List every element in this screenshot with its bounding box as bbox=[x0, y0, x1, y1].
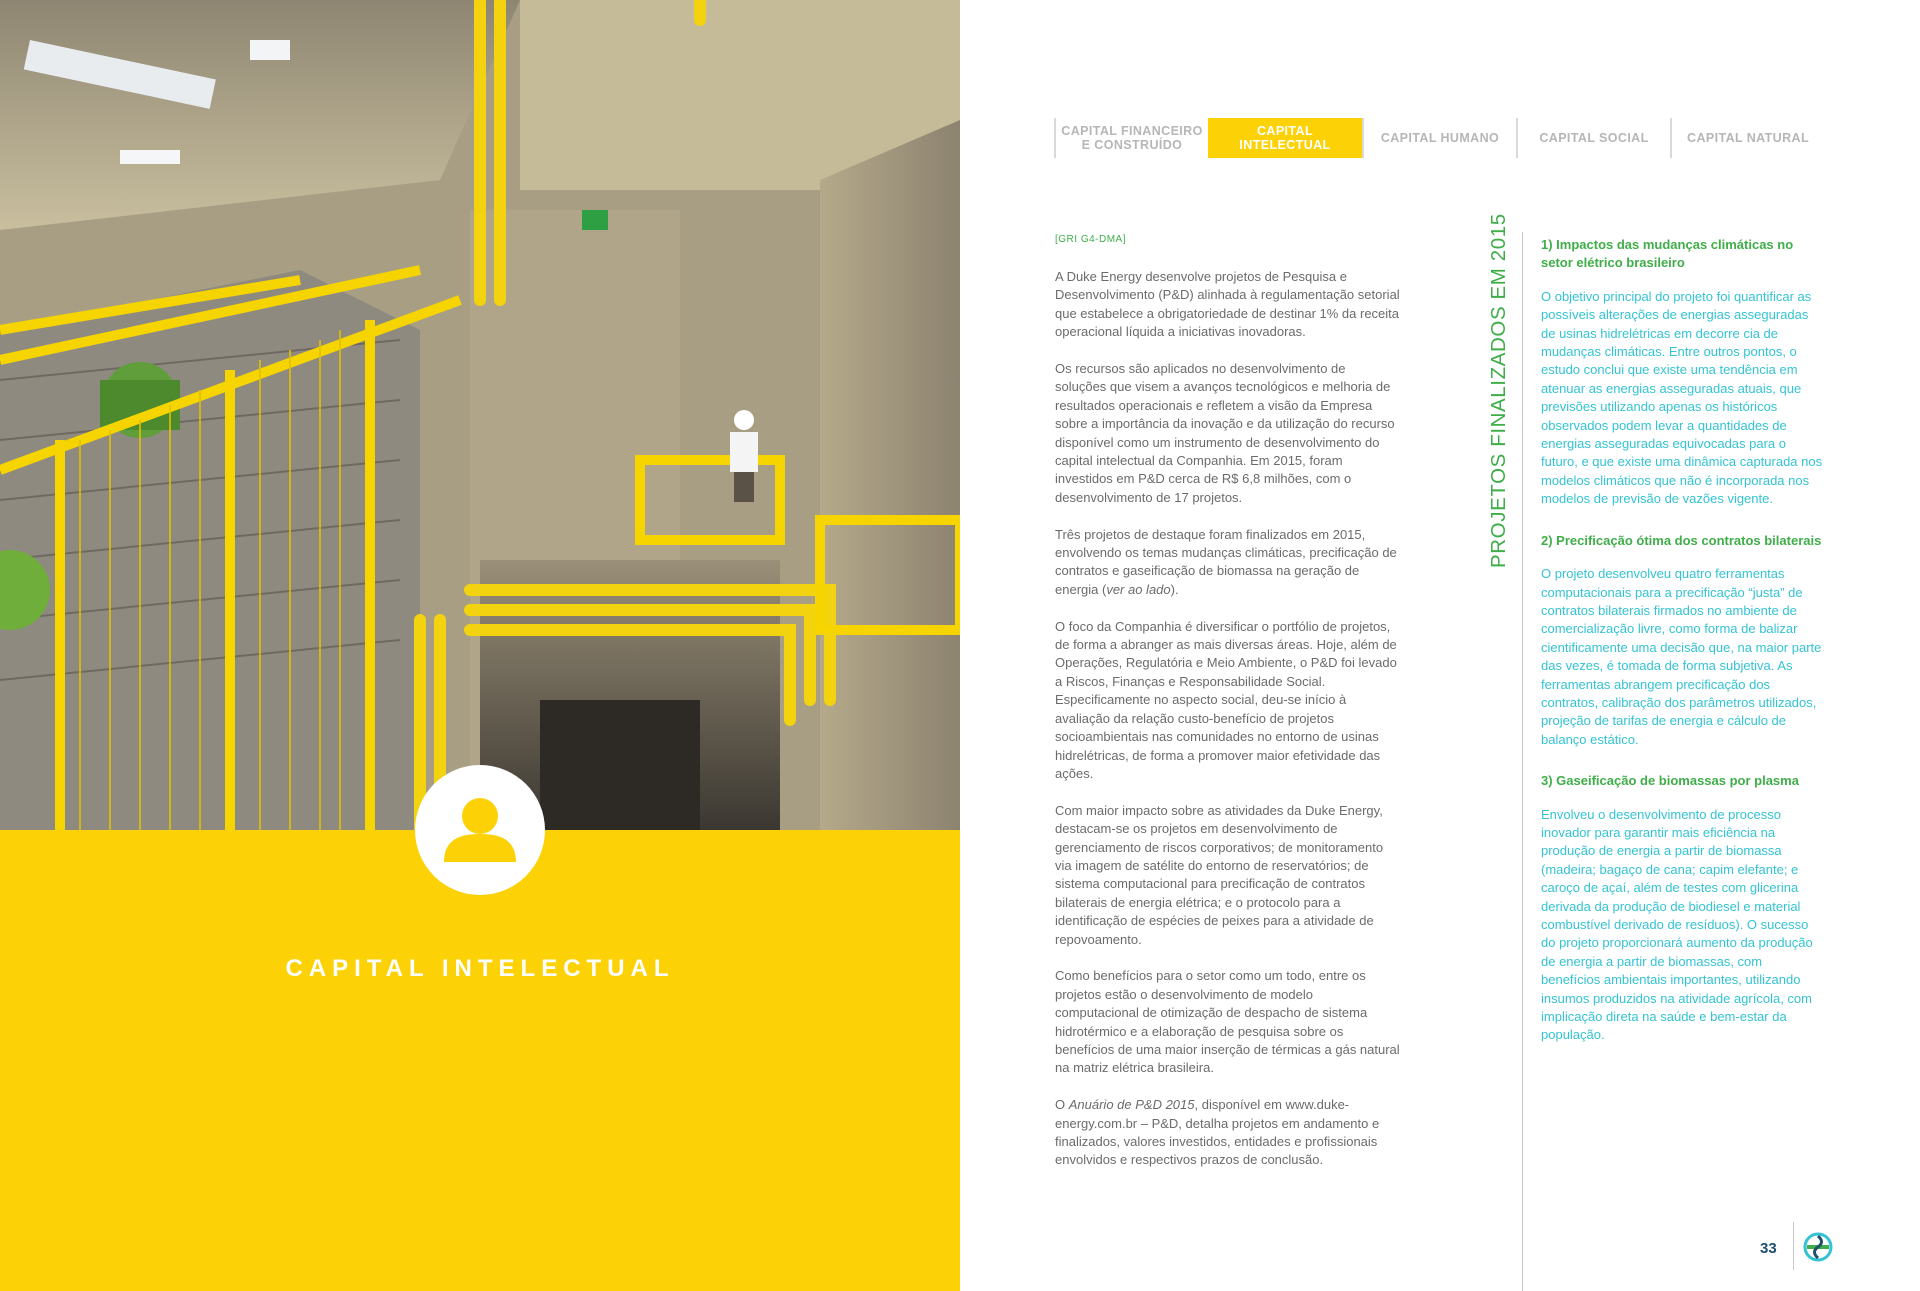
paragraph bbox=[1055, 1096, 1400, 1170]
user-icon bbox=[442, 792, 518, 868]
projects-column bbox=[1541, 236, 1823, 1068]
tab-label-line1: CAPITAL bbox=[1256, 124, 1314, 138]
tab-capital-financeiro[interactable] bbox=[1054, 118, 1208, 158]
chapter-icon-circle bbox=[415, 765, 545, 895]
paragraph: O foco da Companhia é diversificar o portfólio de projetos, de forma a abranger as mais diversas áreas. Hoje, além de Operações, Regulatória e Meio Ambiente, o P&D foi levado a Riscos, Finanças e Responsabilidade Social. Especificamente no aspecto social, deu-se início à avaliação da relação custo-benefício de projetos socioambientais nas comunidades no entorno de usinas hidrelétricas, de forma a promover maior efetividade das ações. bbox=[1055, 618, 1397, 781]
project-description: O projeto desenvolveu quatro ferramentas computacionais para a precificação “justa” de contratos bilaterais firmados no ambiente de comercialização livre, como forma de balizar cientificamente uma decisão que, na maior parte das vezes, é tomada de forma subjetiva. As ferramentas abrangem precificação dos contratos, calibração dos parâmetros utilizados, projeção de tarifas de energia e cálculo de balanço estático. bbox=[1541, 566, 1822, 747]
project-description: Envolveu o desenvolvimento de processo inovador para garantir mais eficiência na produção de energia a partir de biomassa (madeira; bagaço de cana; capim elefante; e caroço de açaí, além de testes com glicerina derivada da produção de biodiesel e material combustível derivado de resíduos). O sucesso do projeto proporcionará aumento da produção de energia a partir de biomassas, com benefícios ambientais importantes, utilizando insumos produzidos na atividade agrícola, com implicação direta na saúde e bem-estar da população. bbox=[1541, 806, 1813, 1043]
paragraph: Com maior impacto sobre as atividades da Duke Energy, destacam-se os projetos em desenvolvimento de gerenciamento de riscos corporativos; de monitoramento via imagem de satélite do entorno de reservatórios; de sistema computacional para precificação de contratos bilaterais de energia elétrica; e o protocolo para a identificação de espécies de peixes para a atividade de repovoamento. bbox=[1055, 802, 1384, 947]
footer-divider bbox=[1793, 1222, 1794, 1270]
industrial-photo bbox=[0, 0, 960, 830]
tab-label: CAPITAL NATURAL bbox=[1687, 131, 1809, 145]
vertical-title-text: PROJETOS FINALIZADOS EM 2015 bbox=[1487, 213, 1510, 568]
main-text-column bbox=[1055, 268, 1400, 1188]
project-title: 1) Impactos das mudanças climáticas no setor elétrico brasileiro bbox=[1541, 237, 1794, 271]
photo-illustration bbox=[0, 0, 960, 830]
tab-label-line1: CAPITAL FINANCEIRO bbox=[1061, 124, 1203, 138]
paragraph-emphasis: Anuário de P&D 2015 bbox=[1068, 1097, 1195, 1113]
paragraph bbox=[1055, 526, 1400, 600]
project-title: 2) Precificação ótima dos contratos bilaterais bbox=[1541, 532, 1822, 548]
tab-capital-natural[interactable] bbox=[1670, 118, 1824, 158]
paragraph-text: , disponível em www.duke-energy.com.br – P&D, detalha projetos em andamento e finalizados, valores investidos, entidades e profissionais envolvidos e respectivos prazos de conclusão. bbox=[1055, 1097, 1380, 1168]
column-divider bbox=[1522, 232, 1523, 1291]
gri-tag: [GRI G4-DMA] bbox=[1055, 234, 1127, 245]
project-title: 3) Gaseificação de biomassas por plasma bbox=[1541, 773, 1799, 789]
tab-label: CAPITAL SOCIAL bbox=[1539, 131, 1649, 145]
paragraph-text: O bbox=[1055, 1097, 1069, 1113]
tab-label-line2: E CONSTRUÍDO bbox=[1081, 138, 1183, 152]
tab-capital-humano[interactable] bbox=[1362, 118, 1516, 158]
chapter-panel bbox=[0, 830, 960, 1291]
paragraph: Os recursos são aplicados no desenvolvimento de soluções que visem a avanços tecnológicos e melhoria de resultados operacionais e refletem a visão da Empresa sobre a importância da inovação e da utilização do recurso disponível como um instrumento de desenvolvimento do capital intelectual da Companhia. Em 2015, foram investidos em P&D cerca de R$ 6,8 milhões, com o desenvolvimento de 17 projetos. bbox=[1055, 361, 1395, 505]
tab-label-line2: INTELECTUAL bbox=[1239, 138, 1331, 152]
tab-capital-social[interactable] bbox=[1516, 118, 1670, 158]
duke-energy-logo-icon bbox=[1803, 1232, 1833, 1262]
chapter-title: CAPITAL INTELECTUAL bbox=[285, 955, 675, 982]
tab-capital-intelectual[interactable] bbox=[1208, 118, 1362, 158]
page-number: 33 bbox=[1760, 1240, 1777, 1257]
tab-label: CAPITAL HUMANO bbox=[1380, 131, 1500, 145]
paragraph-text: ). bbox=[1170, 581, 1179, 597]
paragraph: Como benefícios para o setor como um todo, entre os projetos estão o desenvolvimento de modelo computacional de otimização de despacho de sistema hidrotérmico e a elaboração de pesquisa sobre os benefícios de uma maior inserção de térmicas a gás natural na matriz elétrica brasileira. bbox=[1055, 968, 1400, 1076]
paragraph-text: Três projetos de destaque foram finalizados em 2015, envolvendo os temas mudanças climáticas, precificação de contratos e gaseificação de biomassa na geração de energia ( bbox=[1055, 526, 1397, 597]
paragraph: A Duke Energy desenvolve projetos de Pesquisa e Desenvolvimento (P&D) alinhada à regulamentação setorial que estabelece a obrigatoriedade de destinar 1% da receita operacional líquida a iniciativas inovadoras. bbox=[1055, 269, 1400, 340]
section-nav bbox=[1054, 118, 1824, 158]
paragraph-emphasis: ver ao lado bbox=[1106, 581, 1171, 597]
project-description: O objetivo principal do projeto foi quantificar as possíveis alterações de energias asseguradas de usinas hidrelétricas em decorre cia de mudanças climáticas. Entre outros pontos, o estudo conclui que existe uma tendência em atenuar as energias asseguradas atuais, que previsões utilizando apenas os históricos observados podem levar a quantidades de energias asseguradas equivocadas para o futuro, e que existe uma dinâmica capturada nos modelos climáticos que não é incorporada nos modelos de previsão de vazões vigente. bbox=[1541, 288, 1823, 507]
